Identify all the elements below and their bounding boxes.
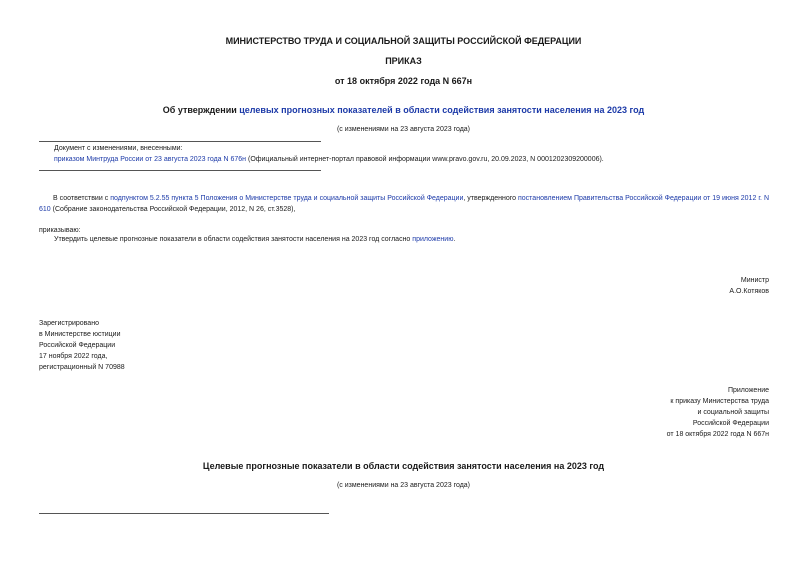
changes-source-rest: (Официальный интернет-портал правовой информации www.pravo.gov.ru, 20.09.2023, N 0001202309200006). — [246, 156, 604, 163]
signature-position: Министр — [740, 277, 769, 284]
appendix-amended-note: (с изменениями на 23 августа 2023 года) — [336, 482, 471, 489]
appendix-line: к приказу Министерства труда — [670, 398, 769, 405]
registration-line: Зарегистрировано — [39, 320, 99, 327]
registration-line: в Министерстве юстиции — [39, 331, 121, 338]
changes-bottom-divider — [39, 170, 321, 171]
changes-intro: Документ с изменениями, внесенными: — [54, 145, 183, 152]
order-title-prefix: Об утверждении — [162, 105, 240, 115]
signature-name: А.О.Котяков — [729, 288, 769, 295]
changes-top-divider — [39, 141, 321, 142]
registration-line: Российской Федерации — [39, 342, 116, 349]
appendix-block — [469, 385, 769, 440]
preamble-text-2: , утвержденного — [463, 195, 518, 202]
regulation-link[interactable]: подпунктом 5.2.55 пункта 5 Положения о Министерстве труда и социальной защиты Российской Федерации — [110, 195, 464, 202]
government-decree-link[interactable]: постановлением Правительства Российской Федерации от 19 июня 2012 г. N 610 — [39, 195, 769, 213]
registration-line: 17 ноября 2022 года, — [39, 353, 108, 360]
preamble-text-1: В соответствии с — [53, 195, 111, 202]
ministry-heading: МИНИСТЕРСТВО ТРУДА И СОЦИАЛЬНОЙ ЗАЩИТЫ РОССИЙСКОЙ ФЕДЕРАЦИИ — [225, 36, 582, 46]
appendix-line: Приложение — [727, 387, 769, 394]
preamble-paragraph — [39, 193, 769, 215]
appendix-line: и социальной защиты — [697, 409, 769, 416]
registration-block — [39, 318, 125, 373]
date-number-heading: от 18 октября 2022 года N 667н — [334, 76, 473, 86]
registration-line: регистрационный N 70988 — [39, 364, 125, 371]
order-title — [0, 105, 807, 115]
order-title-link[interactable]: целевых прогнозных показателей в области содействия занятости населения на 2023 год — [239, 105, 645, 115]
appendix-link[interactable]: приложению — [412, 236, 454, 243]
changes-source — [54, 154, 769, 165]
order-text-end: . — [453, 236, 456, 243]
order-text — [54, 234, 769, 245]
appendix-title: Целевые прогнозные показатели в области содействия занятости населения на 2023 год — [202, 461, 605, 471]
order-label: приказываю: — [39, 227, 81, 234]
amending-order-link[interactable]: приказом Минтруда России от 23 августа 2023 года N 676н — [54, 156, 247, 163]
appendix-line: Российской Федерации — [692, 420, 769, 427]
title-amended-note: (с изменениями на 23 августа 2023 года) — [336, 126, 471, 133]
order-text-body: Утвердить целевые прогнозные показатели в области содействия занятости населения на 2023 год согласно — [54, 236, 413, 243]
appendix-line: от 18 октября 2022 года N 667н — [666, 431, 769, 438]
appendix-divider — [39, 513, 329, 514]
preamble-text-3: (Собрание законодательства Российской Федерации, 2012, N 26, ст.3528), — [50, 206, 296, 213]
doc-type-heading: ПРИКАЗ — [385, 56, 422, 66]
